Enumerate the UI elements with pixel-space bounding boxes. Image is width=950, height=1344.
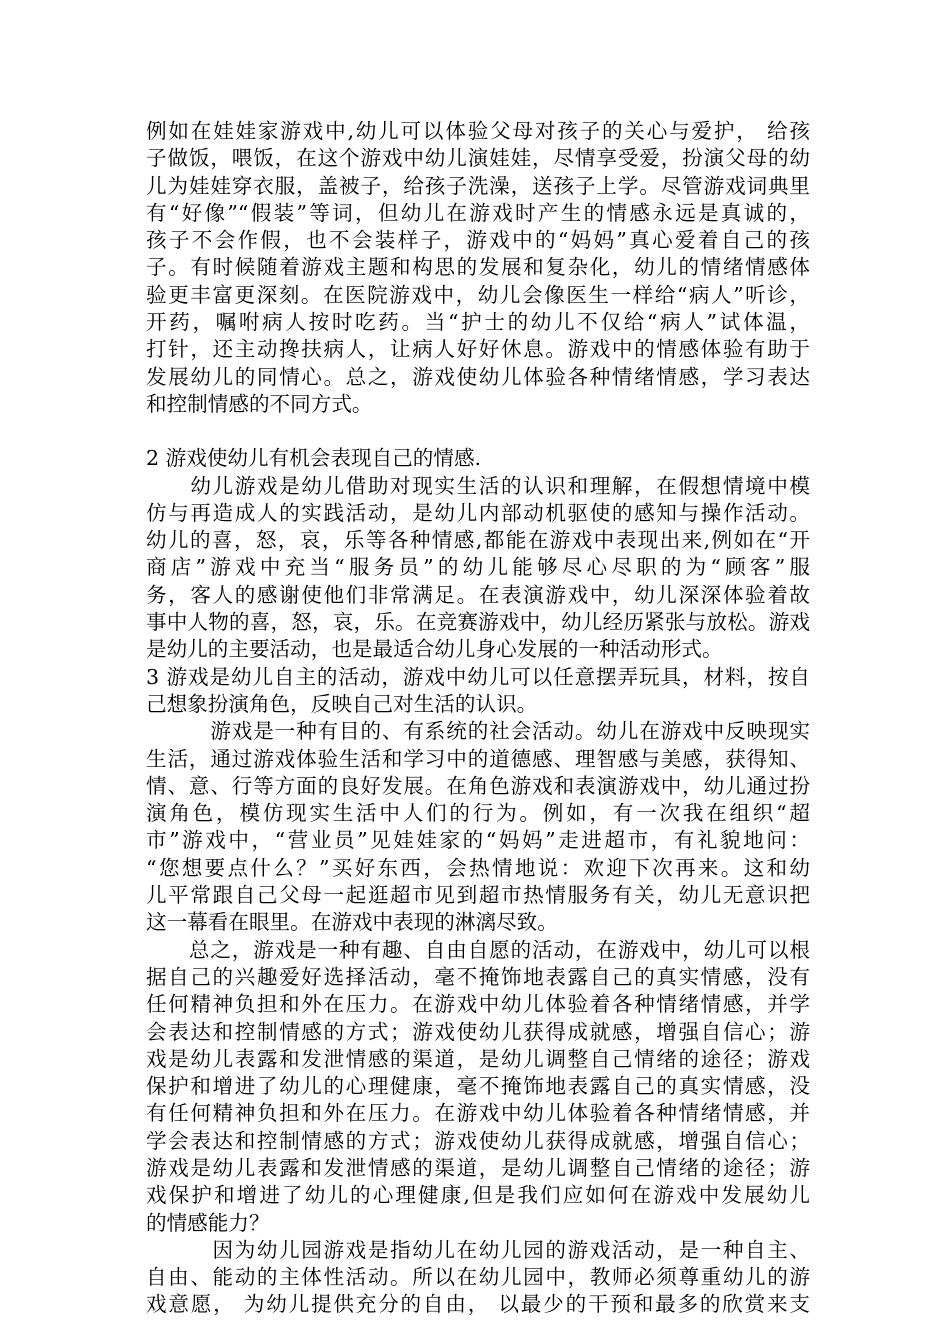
- text-line: 因为幼儿园游戏是指幼儿在幼儿园的游戏活动，是一种自主、: [146, 1237, 810, 1262]
- text-line: 市”游戏中，“营业员”见娃娃家的“妈妈”走进超市，有礼貌地问：: [146, 828, 810, 853]
- section-heading-2: 2 游戏使幼儿有机会表现自己的情感.: [146, 446, 482, 471]
- text-line: “您想要点什么？”买好东西，会热情地说：欢迎下次再来。这和幼: [146, 855, 810, 880]
- text-line: 子做饭，喂饭，在这个游戏中幼儿演娃娃，尽情享受爱，扮演父母的幼: [146, 146, 810, 171]
- text-line: 孩子不会作假，也不会装样子，游戏中的“妈妈”真心爱着自己的孩: [146, 228, 810, 253]
- paragraph-spacer: [146, 418, 810, 445]
- text-line: 戏保护和增进了幼儿的心理健康,但是我们应如何在游戏中发展幼儿: [146, 1183, 810, 1208]
- paragraph-4: [146, 937, 810, 1237]
- text-line: 任何精神负担和外在压力。在游戏中幼儿体验着各种情绪情感，并学: [146, 992, 810, 1017]
- text-line: 幼儿游戏是幼儿借助对现实生活的认识和理解，在假想情境中模: [146, 473, 810, 498]
- text-line: 据自己的兴趣爱好选择活动，毫不掩饰地表露自己的真实情感，没有: [146, 964, 810, 989]
- section-heading-3: [146, 664, 810, 719]
- paragraph-5: [146, 1237, 810, 1319]
- text-line: 务，客人的感谢使他们非常满足。在表演游戏中，幼儿深深体验着故: [146, 582, 810, 607]
- text-line: 游戏是一种有目的、有系统的社会活动。幼儿在游戏中反映现实: [146, 719, 810, 744]
- document-page: [146, 118, 810, 1319]
- text-line: 总之，游戏是一种有趣、自由自愿的活动，在游戏中，幼儿可以根: [146, 937, 810, 962]
- text-line: 例如在娃娃家游戏中,幼儿可以体验父母对孩子的关心与爱护， 给孩: [146, 119, 810, 143]
- text-line: 会表达和控制情感的方式；游戏使幼儿获得成就感，增强自信心；游: [146, 1019, 810, 1044]
- text-line: 和控制情感的不同方式。: [146, 391, 373, 416]
- text-line: 的情感能力？: [146, 1210, 270, 1235]
- text-line: 生活，通过游戏体验生活和学习中的道德感、理智感与美感，获得知、: [146, 746, 810, 771]
- text-line: 发展幼儿的同情心。总之，游戏使幼儿体验各种情绪情感，学习表达: [146, 364, 810, 389]
- text-line: 有“好像”“假装”等词，但幼儿在游戏时产生的情感永远是真诚的，: [146, 200, 810, 225]
- text-line: 情、意、行等方面的良好发展。在角色游戏和表演游戏中，幼儿通过扮: [146, 773, 810, 798]
- text-line: 事中人物的喜，怒，哀，乐。在竞赛游戏中，幼儿经历紧张与放松。游戏: [146, 610, 810, 635]
- text-line: 幼儿的喜，怒，哀，乐等各种情感,都能在游戏中表现出来,例如在“开: [146, 528, 810, 553]
- text-line: 开药，嘱咐病人按时吃药。当“护士的幼儿不仅给“病人”试体温，: [146, 310, 810, 335]
- text-line: 学会表达和控制情感的方式；游戏使幼儿获得成就感，增强自信心；: [146, 1128, 810, 1153]
- text-line: 3 游戏是幼儿自主的活动，游戏中幼儿可以任意摆弄玩具，材料，按自: [146, 664, 810, 689]
- text-line: 自由、能动的主体性活动。所以在幼儿园中，教师必须尊重幼儿的游: [146, 1265, 810, 1290]
- text-line: 子。有时候随着游戏主题和构思的发展和复杂化，幼儿的情绪情感体: [146, 255, 810, 280]
- text-line: 这一幕看在眼里。在游戏中表现的淋漓尽致。: [146, 910, 558, 935]
- text-line: 演角色，模仿现实生活中人们的行为。例如，有一次我在组织“超: [146, 801, 810, 826]
- text-line: 己想象扮演角色，反映自己对生活的认识。: [146, 691, 538, 716]
- paragraph-2: [146, 473, 810, 664]
- paragraph-3: [146, 718, 810, 936]
- paragraph-1: [146, 118, 810, 418]
- text-line: 有任何精神负担和外在压力。在游戏中幼儿体验着各种情绪情感，并: [146, 1101, 810, 1126]
- text-line: 游戏是幼儿表露和发泄情感的渠道，是幼儿调整自己情绪的途径；游: [146, 1155, 810, 1180]
- text-line: 仿与再造成人的实践活动，是幼儿内部动机驱使的感知与操作活动。: [146, 500, 810, 525]
- text-line: 儿平常跟自己父母一起逛超市见到超市热情服务有关，幼儿无意识把: [146, 883, 810, 908]
- text-line: 儿为娃娃穿衣服，盖被子，给孩子洗澡，送孩子上学。尽管游戏词典里: [146, 173, 810, 198]
- text-line: 是幼儿的主要活动，也是最适合幼儿身心发展的一种活动形式。: [146, 637, 723, 662]
- text-line: 戏是幼儿表露和发泄情感的渠道，是幼儿调整自己情绪的途径；游戏: [146, 1046, 810, 1071]
- text-line: 打针，还主动搀扶病人，让病人好好休息。游戏中的情感体验有助于: [146, 337, 810, 362]
- text-line: 保护和增进了幼儿的心理健康，毫不掩饰地表露自己的真实情感，没: [146, 1074, 810, 1099]
- text-line: 商店”游戏中充当“服务员”的幼儿能够尽心尽职的为“顾客”服: [146, 555, 810, 580]
- text-line: 验更丰富更深刻。在医院游戏中，幼儿会像医生一样给“病人”听诊，: [146, 282, 810, 307]
- text-line: 戏意愿， 为幼儿提供充分的自由， 以最少的干预和最多的欣赏来支: [146, 1292, 810, 1317]
